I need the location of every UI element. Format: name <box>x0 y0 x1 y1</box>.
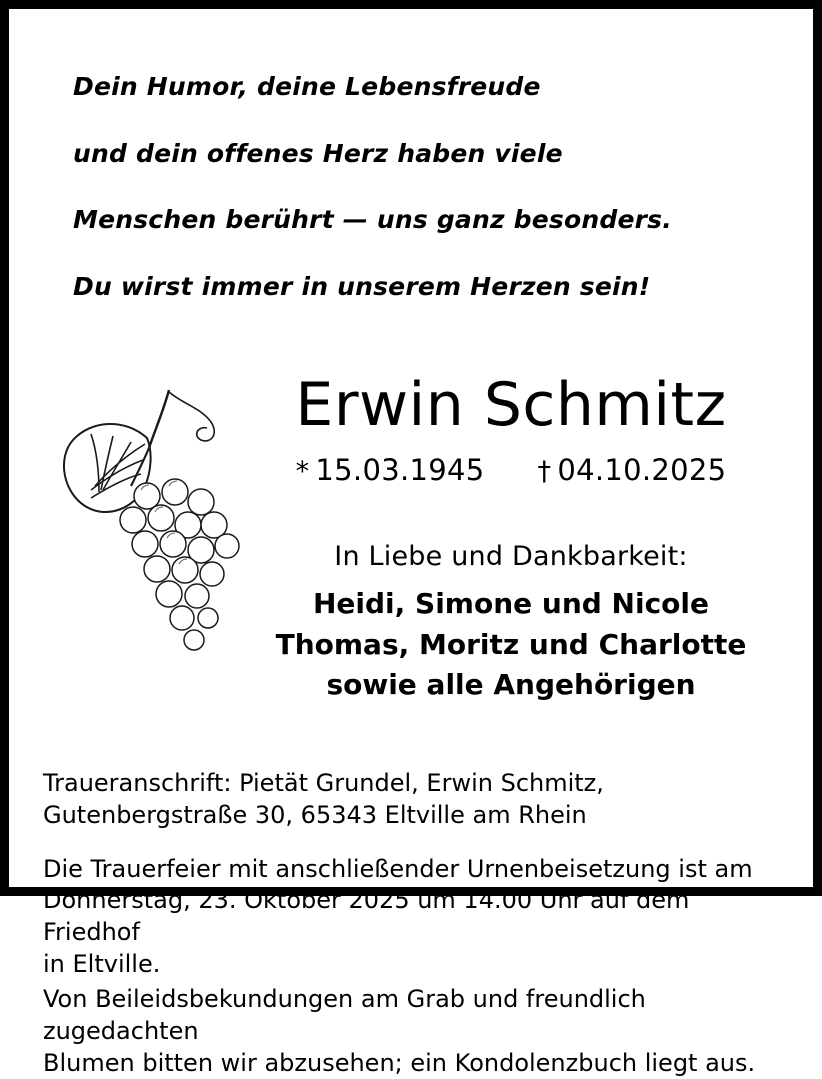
service-line-3: in Eltville. <box>43 949 161 978</box>
mourning-address <box>43 768 783 831</box>
memorial-verse <box>73 37 783 336</box>
family-line-3: sowie alle Angehörigen <box>326 668 696 702</box>
birth-date-item <box>296 453 485 487</box>
life-dates <box>239 453 783 487</box>
grape-vine-illustration <box>51 378 271 678</box>
obituary-inner <box>9 9 813 1077</box>
identity-block <box>239 370 783 706</box>
address-line-2: Gutenbergstraße 30, 65343 Eltville am Rhein <box>43 800 587 829</box>
birth-symbol-icon: * <box>295 456 310 488</box>
page-title: Erwin Schmitz <box>295 370 727 441</box>
verse-line-1: Dein Humor, deine Lebensfreude <box>73 72 541 102</box>
verse-line-3: Menschen berührt — uns ganz besonders. <box>73 205 672 235</box>
birth-date: 15.03.1945 <box>315 453 485 488</box>
service-line-2: Donnerstag, 23. Oktober 2025 um 14.00 Uhr auf dem Friedhof <box>43 886 690 946</box>
verse-line-2: und dein offenes Herz haben viele <box>73 138 563 168</box>
condolence-note <box>43 984 783 1079</box>
death-date: 04.10.2025 <box>557 453 727 488</box>
family-names <box>239 584 783 706</box>
service-line-1: Die Trauerfeier mit anschließender Urnenbeisetzung ist am <box>43 854 753 883</box>
gratitude-intro: In Liebe und Dankbarkeit: <box>334 541 688 573</box>
family-line-1: Heidi, Simone und Nicole <box>312 587 709 621</box>
note-line-1: Von Beileidsbekundungen am Grab und freundlich zugedachten <box>43 985 646 1045</box>
note-line-2: Blumen bitten wir abzusehen; ein Kondolenzbuch liegt aus. <box>43 1048 756 1077</box>
address-line-1: Traueranschrift: Pietät Grundel, Erwin Schmitz, <box>43 769 604 798</box>
family-line-2: Thomas, Moritz und Charlotte <box>275 627 747 661</box>
death-date-item <box>538 453 727 487</box>
service-details <box>43 854 783 981</box>
verse-line-4: Du wirst immer in unserem Herzen sein! <box>73 271 651 301</box>
cross-icon: † <box>537 456 552 488</box>
main-area <box>39 370 783 724</box>
lower-text <box>43 768 783 1079</box>
